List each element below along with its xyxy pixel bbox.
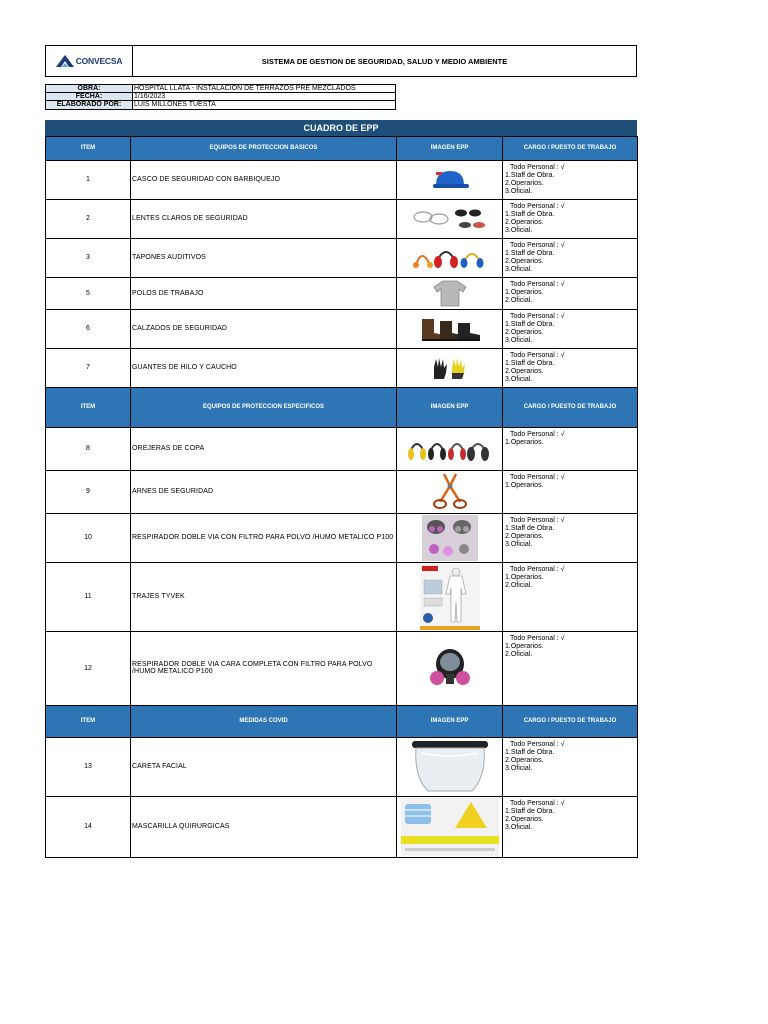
info-row-obra <box>45 84 396 93</box>
company-logo <box>46 46 133 76</box>
cargo-role: 2.Oficial. <box>505 581 533 589</box>
item-cargo <box>503 562 638 631</box>
cargo-role: 1.Staff de Obra. <box>505 249 555 257</box>
cargo-role: 1.Operarios. <box>505 438 544 446</box>
epp-table <box>45 136 638 858</box>
section-header-row <box>46 705 638 737</box>
item-description: LENTES CLAROS DE SEGURIDAD <box>131 199 397 238</box>
item-cargo <box>503 199 638 238</box>
item-number: 1 <box>46 160 131 199</box>
item-description: CARETA FACIAL <box>131 737 397 796</box>
section-header-row <box>46 387 638 427</box>
face-shield-icon <box>410 763 490 770</box>
tyvek-suit-icon <box>420 593 480 600</box>
item-number: 8 <box>46 427 131 470</box>
cargo-all-staff: Todo Personal : √ <box>510 241 565 249</box>
table-row <box>46 199 638 238</box>
cargo-all-staff: Todo Personal : √ <box>510 516 565 524</box>
item-number: 9 <box>46 470 131 513</box>
item-number: 13 <box>46 737 131 796</box>
table-row <box>46 277 638 309</box>
cargo-all-staff: Todo Personal : √ <box>510 634 565 642</box>
item-cargo <box>503 737 638 796</box>
item-number: 3 <box>46 238 131 277</box>
header-description: EQUIPOS DE PROTECCION ESPECIFICOS <box>131 387 397 427</box>
cargo-role: 2.Operarios. <box>505 328 544 336</box>
item-image <box>397 796 503 857</box>
logo-text: CONVECSA <box>75 56 123 66</box>
table-row <box>46 562 638 631</box>
info-row-elaborado <box>45 101 396 110</box>
epp-sheet <box>45 45 637 858</box>
helmet-icon <box>430 176 470 183</box>
header-image: IMAGEN EPP <box>397 705 503 737</box>
header-item: ITEM <box>46 387 131 427</box>
cargo-role: 3.Oficial. <box>505 764 533 772</box>
table-row <box>46 309 638 348</box>
table-row <box>46 470 638 513</box>
info-value: LUIS MILLONES TUESTA <box>134 101 216 108</box>
item-cargo <box>503 631 638 705</box>
cargo-role: 1.Staff de Obra. <box>505 320 555 328</box>
cargo-all-staff: Todo Personal : √ <box>510 202 565 210</box>
header-cargo: CARGO / PUESTO DE TRABAJO <box>503 705 638 737</box>
item-description: ARNES DE SEGURIDAD <box>131 470 397 513</box>
item-image <box>397 737 503 796</box>
cargo-all-staff: Todo Personal : √ <box>510 312 565 320</box>
item-cargo <box>503 470 638 513</box>
table-row <box>46 427 638 470</box>
header-description: EQUIPOS DE PROTECCION BASICOS <box>131 136 397 160</box>
item-cargo <box>503 348 638 387</box>
item-cargo <box>503 277 638 309</box>
convecsa-logo-icon <box>56 54 74 68</box>
cargo-role: 2.Operarios. <box>505 257 544 265</box>
item-description: CASCO DE SEGURIDAD CON BARBIQUEJO <box>131 160 397 199</box>
item-number: 6 <box>46 309 131 348</box>
info-value: HOSPITAL LLATA - INSTALACIÓN DE TERRAZOS PRE MEZCLADOS <box>134 85 356 92</box>
item-image <box>397 238 503 277</box>
item-image <box>397 562 503 631</box>
project-info <box>45 84 396 110</box>
cargo-role: 3.Oficial. <box>505 823 533 831</box>
info-label: FECHA: <box>46 93 133 101</box>
item-image <box>397 199 503 238</box>
header-cargo: CARGO / PUESTO DE TRABAJO <box>503 136 638 160</box>
cargo-role: 2.Oficial. <box>505 296 533 304</box>
item-image <box>397 348 503 387</box>
item-description: TAPONES AUDITIVOS <box>131 238 397 277</box>
header-image: IMAGEN EPP <box>397 136 503 160</box>
header-item: ITEM <box>46 136 131 160</box>
item-cargo <box>503 427 638 470</box>
cargo-all-staff: Todo Personal : √ <box>510 740 565 748</box>
cargo-role: 2.Oficial. <box>505 650 533 658</box>
surgical-mask-icon <box>401 823 499 830</box>
item-description: CALZADOS DE SEGURIDAD <box>131 309 397 348</box>
item-image <box>397 427 503 470</box>
info-value: 1/16/2023 <box>134 92 166 100</box>
item-number: 12 <box>46 631 131 705</box>
cargo-role: 2.Operarios. <box>505 756 544 764</box>
cargo-all-staff: Todo Personal : √ <box>510 280 565 288</box>
cargo-role: 1.Operarios. <box>505 573 544 581</box>
item-description: GUANTES DE HILO Y CAUCHO <box>131 348 397 387</box>
table-row <box>46 238 638 277</box>
item-image <box>397 470 503 513</box>
cargo-role: 3.Oficial. <box>505 187 533 195</box>
table-row <box>46 737 638 796</box>
section-header-row <box>46 136 638 160</box>
cargo-all-staff: Todo Personal : √ <box>510 163 565 171</box>
cargo-all-staff: Todo Personal : √ <box>510 799 565 807</box>
full-face-respirator-icon <box>429 665 471 672</box>
cargo-role: 1.Staff de Obra. <box>505 807 555 815</box>
item-number: 2 <box>46 199 131 238</box>
table-row <box>46 348 638 387</box>
cargo-all-staff: Todo Personal : √ <box>510 351 565 359</box>
boots-icon <box>418 325 482 332</box>
cargo-role: 1.Staff de Obra. <box>505 748 555 756</box>
item-description: RESPIRADOR DOBLE VIA CON FILTRO PARA POLVO /HUMO METALICO P100 <box>131 513 397 562</box>
header-description: MEDIDAS COVID <box>131 705 397 737</box>
item-description: POLOS DE TRABAJO <box>131 277 397 309</box>
table-title: CUADRO DE EPP <box>45 120 637 136</box>
header-cargo: CARGO / PUESTO DE TRABAJO <box>503 387 638 427</box>
cargo-all-staff: Todo Personal : √ <box>510 430 565 438</box>
cargo-role: 3.Oficial. <box>505 265 533 273</box>
item-description: TRAJES TYVEK <box>131 562 397 631</box>
cargo-role: 2.Operarios. <box>505 532 544 540</box>
cargo-role: 2.Operarios. <box>505 218 544 226</box>
cargo-role: 2.Operarios. <box>505 179 544 187</box>
item-description: OREJERAS DE COPA <box>131 427 397 470</box>
item-cargo <box>503 796 638 857</box>
system-title: SISTEMA DE GESTION DE SEGURIDAD, SALUD Y MEDIO AMBIENTE <box>261 56 508 66</box>
cargo-role: 2.Operarios. <box>505 815 544 823</box>
cargo-role: 1.Staff de Obra. <box>505 524 555 532</box>
earmuffs-icon <box>408 445 492 452</box>
document-header <box>45 45 637 77</box>
cargo-role: 1.Operarios. <box>505 288 544 296</box>
item-image <box>397 631 503 705</box>
shirt-icon <box>433 290 467 297</box>
item-cargo <box>503 160 638 199</box>
item-cargo <box>503 238 638 277</box>
item-number: 5 <box>46 277 131 309</box>
item-image <box>397 309 503 348</box>
info-label: OBRA: <box>46 85 133 92</box>
respirator-icon <box>422 534 478 541</box>
item-number: 11 <box>46 562 131 631</box>
cargo-role: 1.Staff de Obra. <box>505 171 555 179</box>
item-image <box>397 160 503 199</box>
header-item: ITEM <box>46 705 131 737</box>
table-row <box>46 631 638 705</box>
cargo-role: 1.Operarios. <box>505 481 544 489</box>
item-number: 14 <box>46 796 131 857</box>
cargo-role: 1.Staff de Obra. <box>505 210 555 218</box>
item-cargo <box>503 309 638 348</box>
earplugs-icon <box>412 254 488 261</box>
table-row <box>46 796 638 857</box>
table-row <box>46 160 638 199</box>
info-row-fecha <box>45 93 396 102</box>
cargo-role: 1.Operarios. <box>505 642 544 650</box>
cargo-role: 2.Operarios. <box>505 367 544 375</box>
table-row <box>46 513 638 562</box>
cargo-all-staff: Todo Personal : √ <box>510 473 565 481</box>
info-label: ELABORADO POR: <box>46 101 133 109</box>
item-image <box>397 277 503 309</box>
cargo-role: 3.Oficial. <box>505 375 533 383</box>
item-image <box>397 513 503 562</box>
item-number: 10 <box>46 513 131 562</box>
cargo-role: 3.Oficial. <box>505 540 533 548</box>
safety-glasses-icon <box>413 215 487 222</box>
cargo-all-staff: Todo Personal : √ <box>510 565 565 573</box>
harness-icon <box>430 488 470 495</box>
item-cargo <box>503 513 638 562</box>
cargo-role: 1.Staff de Obra. <box>505 359 555 367</box>
header-image: IMAGEN EPP <box>397 387 503 427</box>
cargo-role: 3.Oficial. <box>505 226 533 234</box>
item-description: RESPIRADOR DOBLE VIA CARA COMPLETA CON FILTRO PARA POLVO /HUMO METALICO P100 <box>131 631 397 705</box>
gloves-icon <box>430 364 470 371</box>
item-number: 7 <box>46 348 131 387</box>
cargo-role: 3.Oficial. <box>505 336 533 344</box>
item-description: MASCARILLA QUIRURGICAS <box>131 796 397 857</box>
